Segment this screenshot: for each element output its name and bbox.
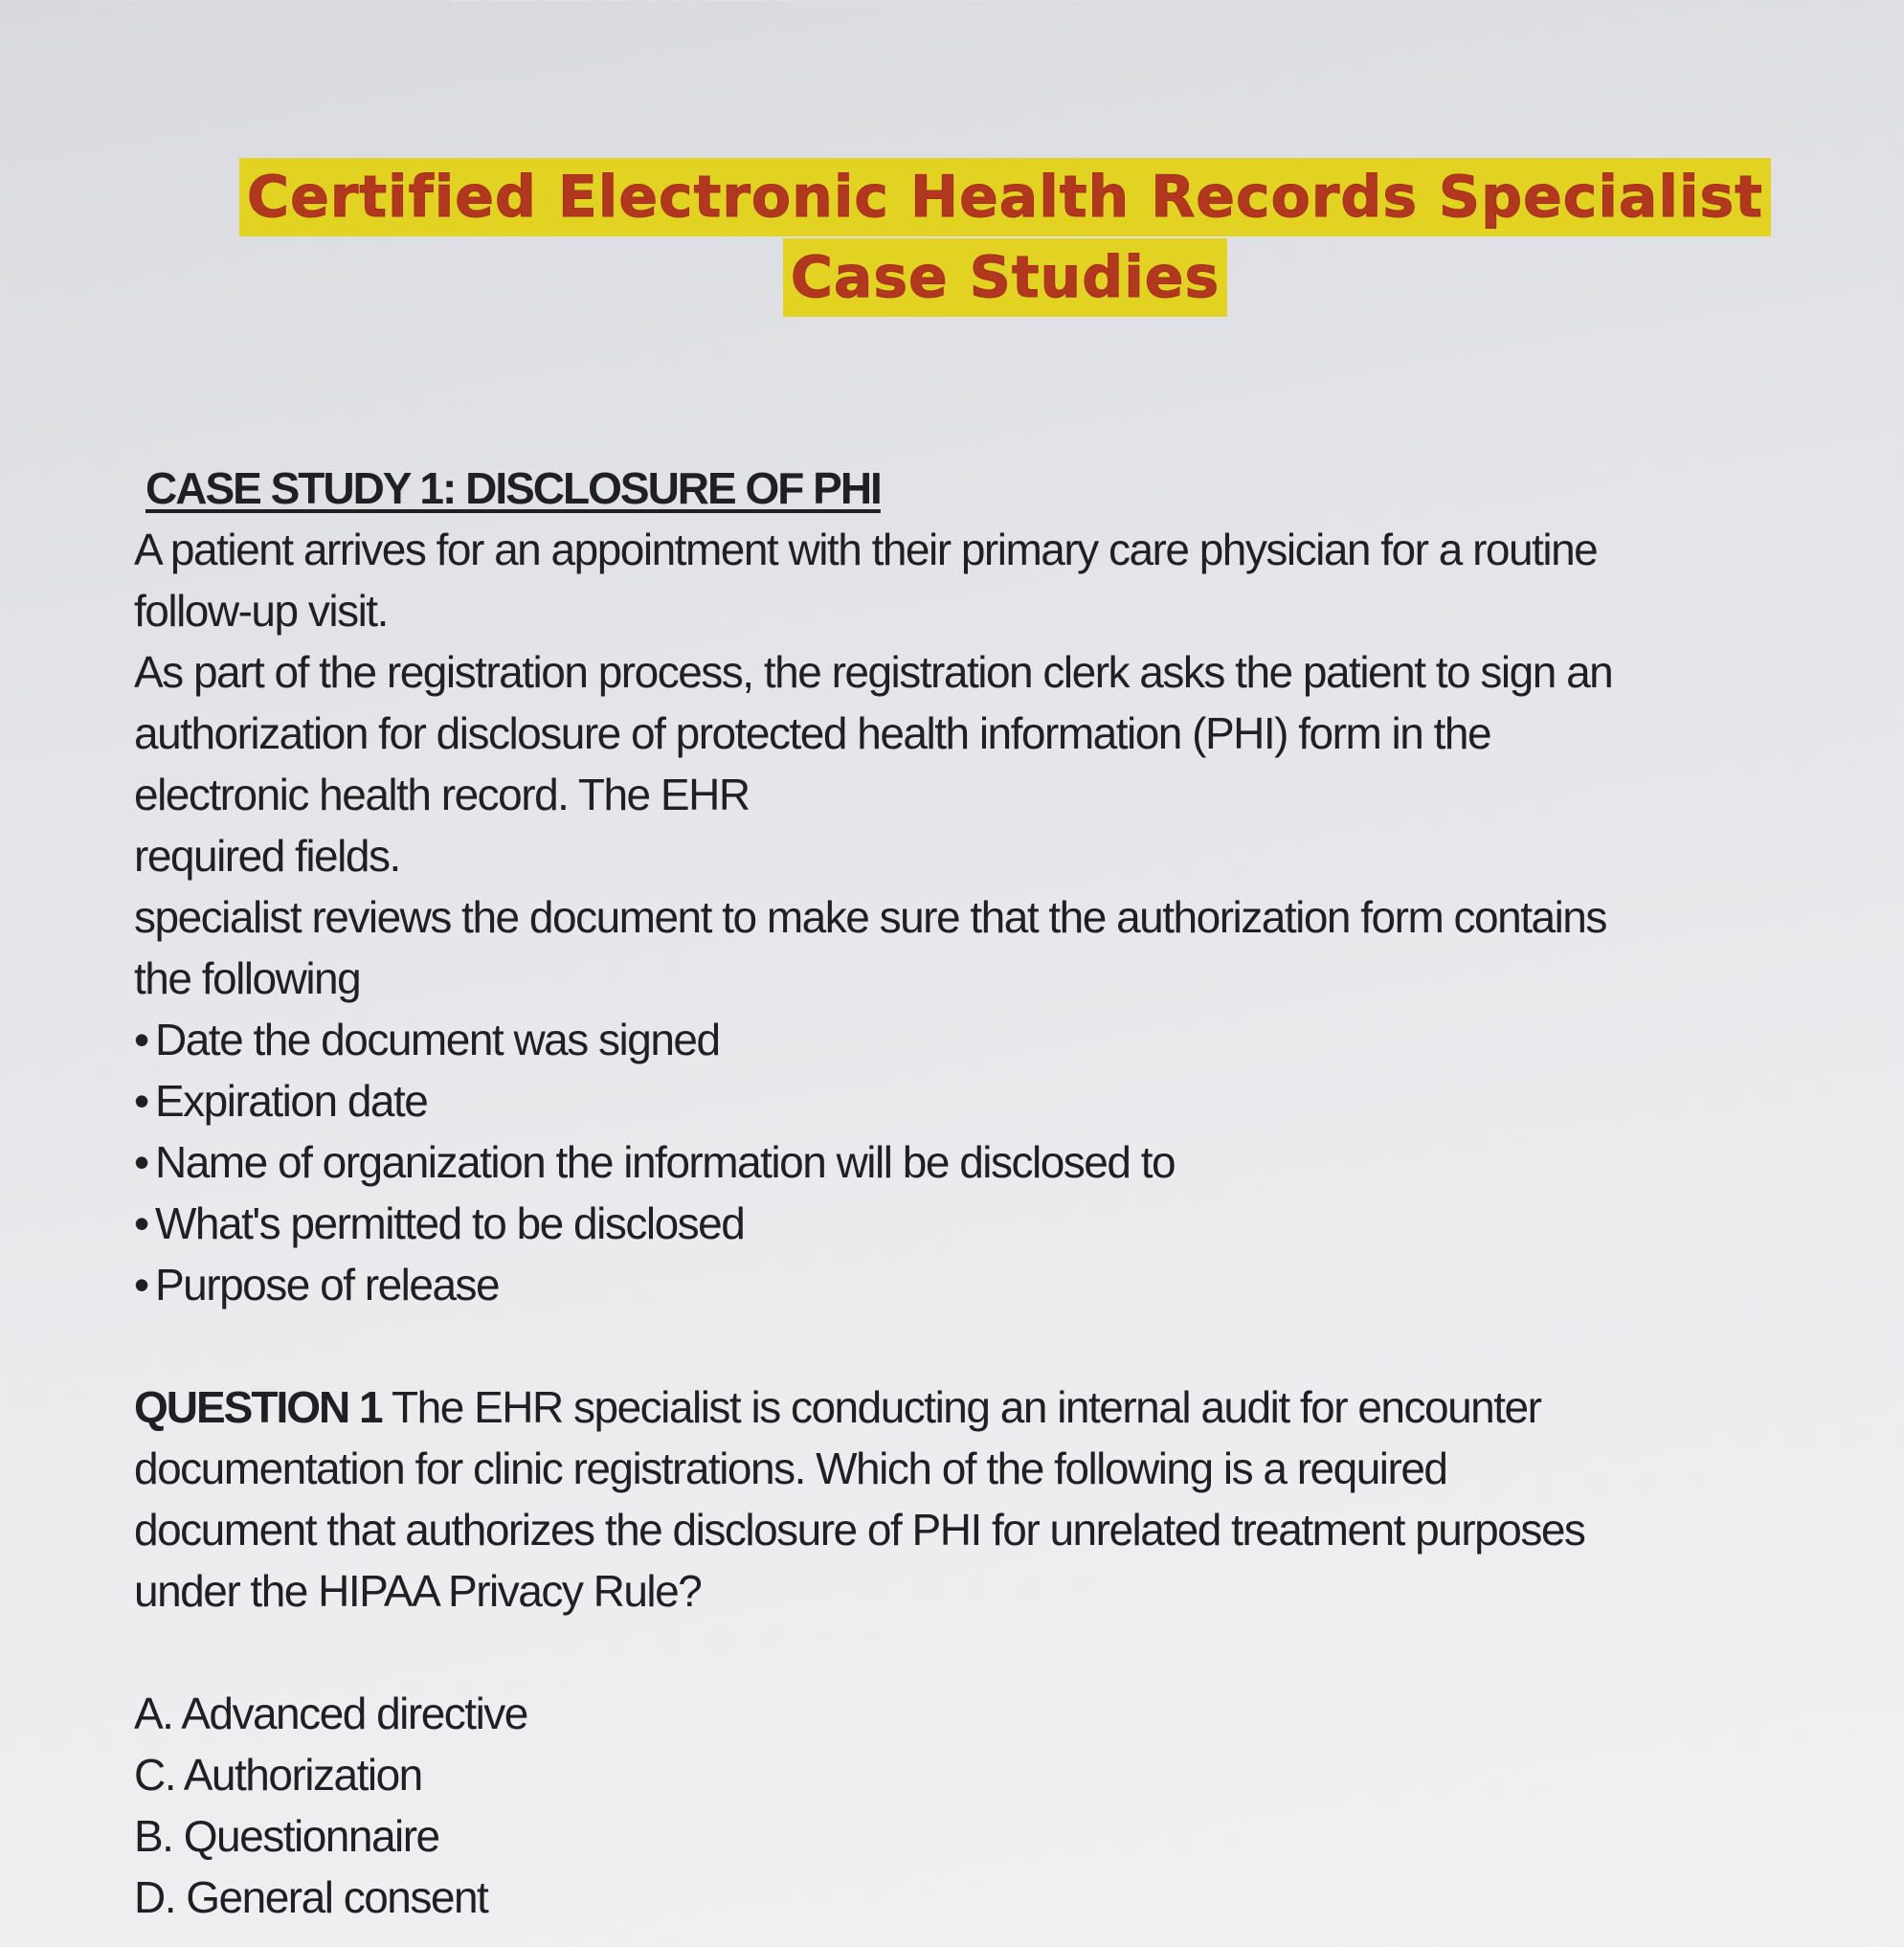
title-line-2: Case Studies bbox=[783, 238, 1227, 317]
answer-option-a: A. Advanced directive bbox=[134, 1689, 527, 1738]
case-line: specialist reviews the document to make sure that the authorization form contains bbox=[134, 892, 1606, 942]
question-label: QUESTION 1 bbox=[134, 1382, 382, 1432]
bullet-icon: • bbox=[134, 1015, 148, 1064]
document-title bbox=[0, 158, 1904, 317]
title-line-1: Certified Electronic Health Records Specialist bbox=[239, 158, 1771, 236]
question-line: under the HIPAA Privacy Rule? bbox=[134, 1566, 702, 1616]
case-line: authorization for disclosure of protected health information (PHI) form in the bbox=[134, 708, 1491, 758]
case-line: As part of the registration process, the registration clerk asks the patient to sign an bbox=[134, 647, 1613, 697]
case-line: A patient arrives for an appointment with their primary care physician for a routine bbox=[134, 525, 1598, 574]
bullet-icon: • bbox=[134, 1137, 148, 1187]
case-study-heading: CASE STUDY 1: DISCLOSURE OF PHI bbox=[146, 463, 881, 513]
document-body bbox=[134, 458, 1857, 1928]
bullet-icon: • bbox=[134, 1076, 148, 1126]
question-line: documentation for clinic registrations. Which of the following is a required bbox=[134, 1443, 1447, 1493]
requirements-list bbox=[134, 1009, 1857, 1315]
list-item bbox=[134, 1009, 1857, 1070]
question-text: The EHR specialist is conducting an internal audit for encounter bbox=[381, 1382, 1541, 1432]
bullet-icon: • bbox=[134, 1198, 148, 1248]
answer-option-d: D. General consent bbox=[134, 1872, 488, 1922]
case-line: electronic health record. The EHR bbox=[134, 770, 750, 819]
list-item-text: Name of organization the information will be disclosed to bbox=[155, 1137, 1176, 1187]
list-item bbox=[134, 1131, 1857, 1193]
case-line: required fields. bbox=[134, 831, 400, 881]
case-line: the following bbox=[134, 953, 361, 1003]
list-item-text: Date the document was signed bbox=[155, 1015, 720, 1064]
list-item bbox=[134, 1070, 1857, 1131]
list-item bbox=[134, 1193, 1857, 1254]
case-line: follow-up visit. bbox=[134, 586, 388, 636]
list-item-text: Expiration date bbox=[155, 1076, 428, 1126]
answer-option-c: C. Authorization bbox=[134, 1750, 422, 1800]
answer-options bbox=[134, 1683, 1857, 1928]
question-line bbox=[134, 1376, 1857, 1438]
list-item-text: What's permitted to be disclosed bbox=[155, 1198, 745, 1248]
question-line: document that authorizes the disclosure of PHI for unrelated treatment purposes bbox=[134, 1505, 1585, 1555]
list-item bbox=[134, 1254, 1857, 1315]
answer-option-b: B. Questionnaire bbox=[134, 1811, 439, 1861]
question-block bbox=[134, 1376, 1857, 1622]
bullet-icon: • bbox=[134, 1260, 148, 1309]
list-item-text: Purpose of release bbox=[155, 1260, 500, 1309]
